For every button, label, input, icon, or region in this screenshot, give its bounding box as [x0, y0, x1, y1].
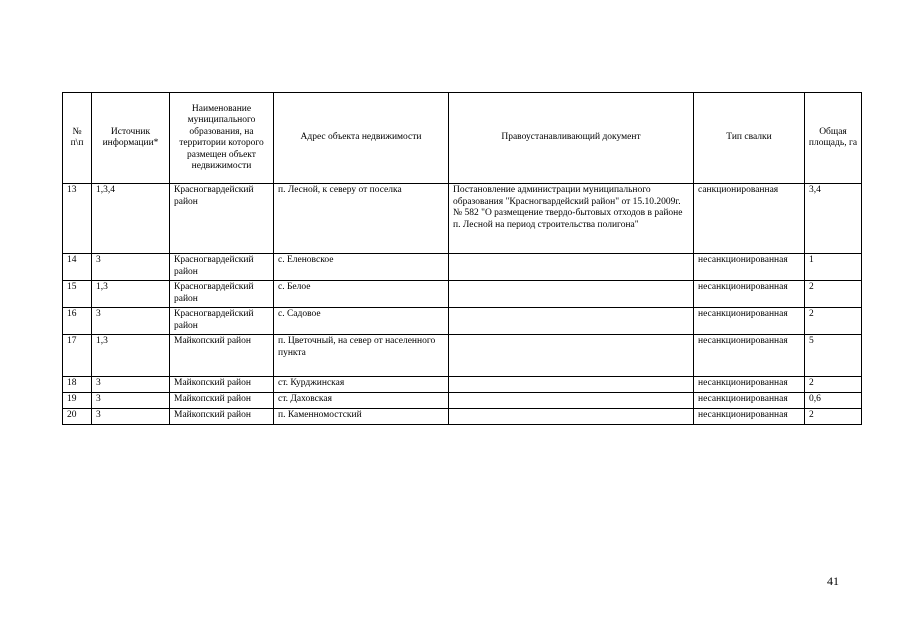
- cell-area: 0,6: [805, 393, 862, 409]
- cell-dump-type: несанкционированная: [694, 409, 805, 425]
- cell-document: [449, 335, 694, 377]
- cell-address: п. Каменномостский: [274, 409, 449, 425]
- cell-document: [449, 281, 694, 308]
- cell-number: 20: [63, 409, 92, 425]
- cell-address: с. Садовое: [274, 308, 449, 335]
- cell-municipality: Майкопский район: [170, 377, 274, 393]
- cell-address: ст. Курджинская: [274, 377, 449, 393]
- table-row: [63, 281, 862, 308]
- cell-area: 1: [805, 254, 862, 281]
- cell-address: с. Белое: [274, 281, 449, 308]
- cell-address: ст. Даховская: [274, 393, 449, 409]
- cell-area: 2: [805, 308, 862, 335]
- cell-number: 16: [63, 308, 92, 335]
- page-number: 41: [827, 574, 839, 588]
- cell-number: 17: [63, 335, 92, 377]
- table-row: [63, 335, 862, 377]
- table-row: [63, 393, 862, 409]
- cell-municipality: Красногвардейский район: [170, 254, 274, 281]
- header-address: Адрес объекта недвижимости: [274, 93, 449, 184]
- cell-municipality: Майкопский район: [170, 335, 274, 377]
- cell-dump-type: несанкционированная: [694, 281, 805, 308]
- cell-municipality: Красногвардейский район: [170, 184, 274, 254]
- cell-area: 5: [805, 335, 862, 377]
- cell-area: 3,4: [805, 184, 862, 254]
- cell-source: 1,3: [92, 281, 170, 308]
- header-row: [63, 93, 862, 184]
- cell-area: 2: [805, 377, 862, 393]
- cell-dump-type: несанкционированная: [694, 393, 805, 409]
- cell-number: 13: [63, 184, 92, 254]
- cell-area: 2: [805, 281, 862, 308]
- cell-document: Постановление администрации муниципального образования "Красногвардейский район" от 15.10.2009г. № 582 "О размещение твердо-бытовых отходов в районе п. Лесной на период строительства полигона": [449, 184, 694, 254]
- cell-document: [449, 409, 694, 425]
- cell-dump-type: несанкционированная: [694, 308, 805, 335]
- cell-document: [449, 377, 694, 393]
- landfill-table: [62, 92, 862, 425]
- cell-municipality: Майкопский район: [170, 393, 274, 409]
- table-row: [63, 184, 862, 254]
- cell-source: 1,3,4: [92, 184, 170, 254]
- cell-document: [449, 308, 694, 335]
- cell-address: п. Цветочный, на север от населенного пункта: [274, 335, 449, 377]
- cell-source: 3: [92, 393, 170, 409]
- cell-dump-type: несанкционированная: [694, 335, 805, 377]
- cell-dump-type: несанкционированная: [694, 254, 805, 281]
- cell-number: 19: [63, 393, 92, 409]
- cell-source: 3: [92, 377, 170, 393]
- cell-number: 18: [63, 377, 92, 393]
- cell-dump-type: санкционированная: [694, 184, 805, 254]
- cell-source: 3: [92, 409, 170, 425]
- cell-municipality: Красногвардейский район: [170, 281, 274, 308]
- cell-area: 2: [805, 409, 862, 425]
- cell-source: 3: [92, 254, 170, 281]
- header-dump-type: Тип свалки: [694, 93, 805, 184]
- header-area: Общая площадь, га: [805, 93, 862, 184]
- cell-source: 1,3: [92, 335, 170, 377]
- cell-municipality: Красногвардейский район: [170, 308, 274, 335]
- header-source: Источник информации*: [92, 93, 170, 184]
- cell-document: [449, 254, 694, 281]
- table-row: [63, 377, 862, 393]
- cell-number: 15: [63, 281, 92, 308]
- header-number: № п\п: [63, 93, 92, 184]
- cell-address: с. Еленовское: [274, 254, 449, 281]
- cell-address: п. Лесной, к северу от поселка: [274, 184, 449, 254]
- header-document: Правоустанавливающий документ: [449, 93, 694, 184]
- cell-document: [449, 393, 694, 409]
- table-row: [63, 308, 862, 335]
- cell-municipality: Майкопский район: [170, 409, 274, 425]
- table-row: [63, 409, 862, 425]
- table-row: [63, 254, 862, 281]
- cell-source: 3: [92, 308, 170, 335]
- header-municipality: Наименование муниципального образования, на территории которого размещен объект недвижимости: [170, 93, 274, 184]
- cell-number: 14: [63, 254, 92, 281]
- cell-dump-type: несанкционированная: [694, 377, 805, 393]
